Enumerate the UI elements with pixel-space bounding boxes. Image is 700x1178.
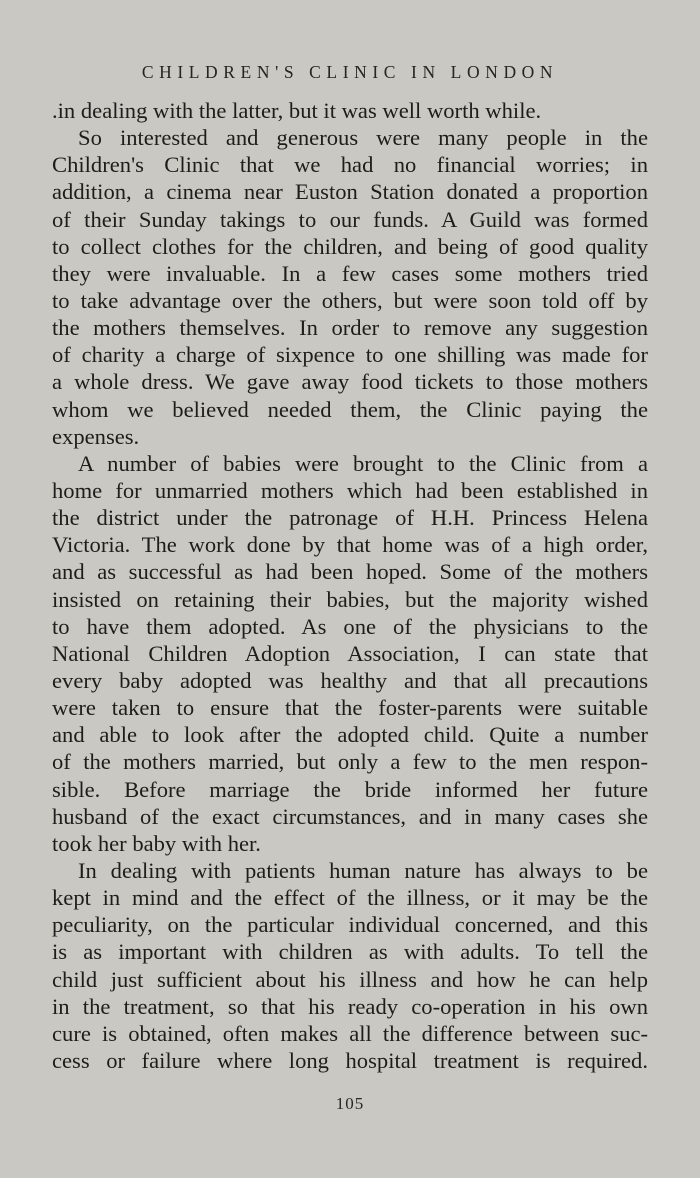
text-line: husband of the exact circumstances, and in many cases she	[52, 803, 648, 829]
text-line: Victoria. The work done by that home was of a high order,	[52, 532, 648, 558]
text-line: National Children Adoption Association, I can state that	[52, 640, 648, 666]
running-head: CHILDREN'S CLINIC IN LONDON	[141, 62, 559, 82]
text-line: cess or failure where long hospital treatment is required.	[52, 1047, 648, 1073]
text-line: of charity a charge of sixpence to one shilling was made for	[52, 342, 648, 368]
text-line: were taken to ensure that the foster-parents were suitable	[52, 695, 648, 721]
text-line: In dealing with patients human nature has always to be	[78, 857, 648, 883]
text-line: a whole dress. We gave away food tickets to those mothers	[52, 369, 648, 395]
text-line: and as successful as had been hoped. Some of the mothers	[52, 559, 648, 585]
text-line: expenses.	[52, 423, 140, 449]
text-line: home for unmarried mothers which had been established in	[52, 477, 648, 503]
text-line: addition, a cinema near Euston Station donated a proportion	[52, 179, 648, 205]
text-line: to take advantage over the others, but were soon told off by	[52, 287, 648, 313]
text-line: whom we believed needed them, the Clinic paying the	[52, 396, 648, 422]
text-line: is as important with children as with adults. To tell the	[52, 939, 648, 965]
text-line: to collect clothes for the children, and being of good quality	[52, 233, 648, 259]
text-line: kept in mind and the effect of the illness, or it may be the	[52, 885, 648, 911]
text-line: took her baby with her.	[52, 830, 261, 856]
text-line: to have them adopted. As one of the physicians to the	[52, 613, 648, 639]
text-line: of their Sunday takings to our funds. A Guild was formed	[52, 206, 648, 232]
text-line: the district under the patronage of H.H. Princess Helena	[52, 505, 648, 531]
text-line: child just sufficient about his illness and how he can help	[52, 966, 648, 992]
text-line: Children's Clinic that we had no financial worries; in	[52, 152, 648, 178]
text-line: the mothers themselves. In order to remove any suggestion	[52, 315, 648, 341]
text-line: cure is obtained, often makes all the difference between suc-	[52, 1020, 648, 1046]
text-line: peculiarity, on the particular individual concerned, and this	[52, 912, 648, 938]
text-line: and able to look after the adopted child. Quite a number	[52, 722, 648, 748]
text-line: A number of babies were brought to the Clinic from a	[78, 450, 648, 476]
page-number: 105	[335, 1094, 365, 1113]
text-line: insisted on retaining their babies, but the majority wished	[52, 586, 648, 612]
body-text	[52, 97, 648, 1074]
text-line: they were invaluable. In a few cases some mothers tried	[52, 260, 648, 286]
text-line: So interested and generous were many people in the	[78, 125, 648, 151]
text-line: .in dealing with the latter, but it was well worth while.	[52, 98, 542, 123]
text-line: of the mothers married, but only a few to the men respon-	[52, 749, 648, 775]
text-line: in the treatment, so that his ready co-operation in his own	[52, 993, 648, 1019]
text-line: every baby adopted was healthy and that all precautions	[52, 667, 648, 693]
text-line: sible. Before marriage the bride informed her future	[52, 776, 648, 802]
